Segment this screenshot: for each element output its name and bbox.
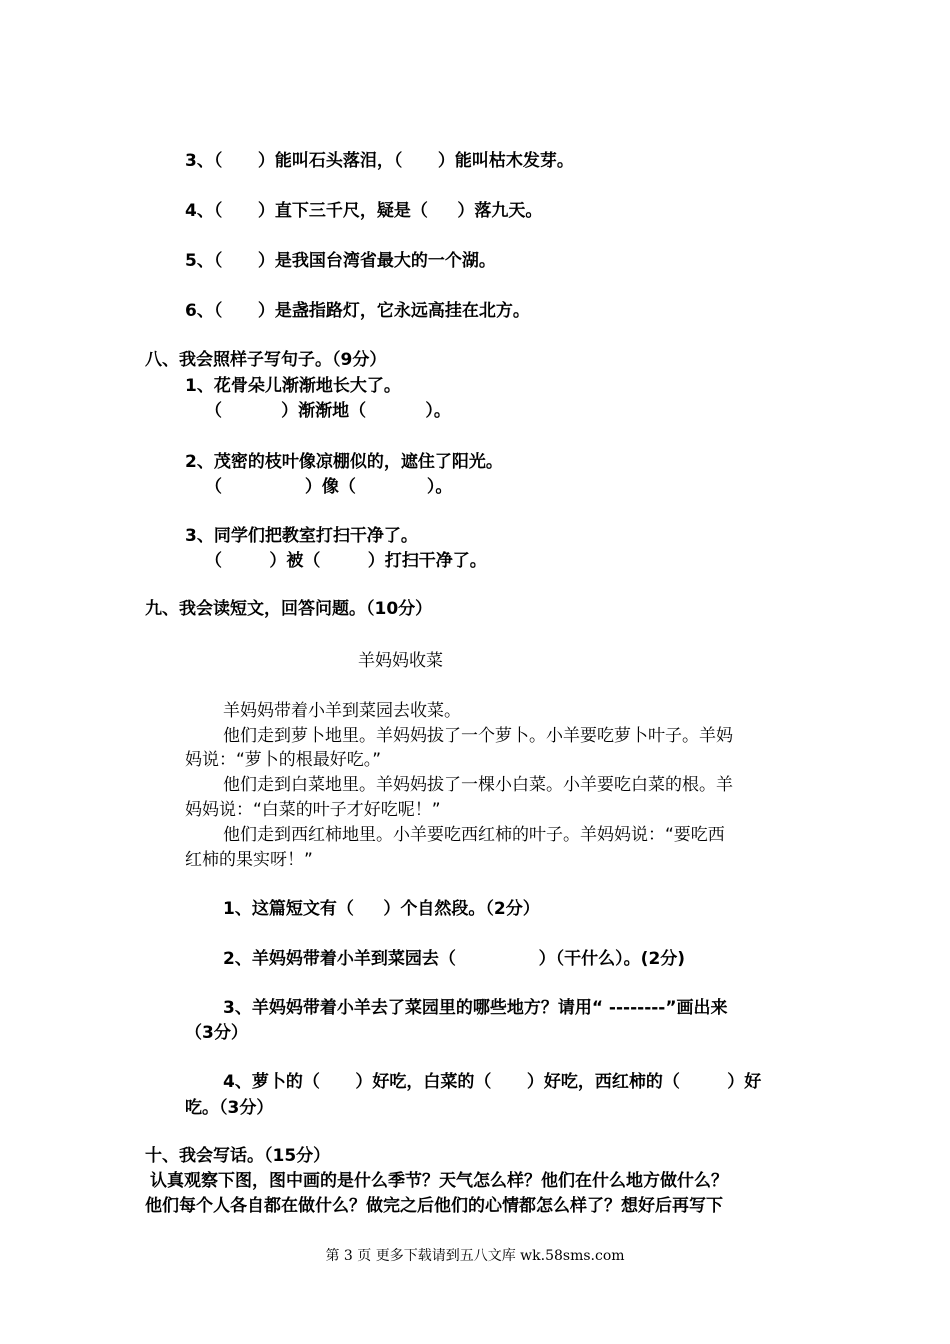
answer-blank-2: （ ）像（ ）。: [205, 477, 453, 497]
example-sentence-2: 2、茂密的枝叶像凉棚似的，遮住了阳光。: [185, 452, 503, 472]
example-sentence-1: 1、花骨朵儿渐渐地长大了。: [185, 376, 401, 396]
story-paragraph-1: 羊妈妈带着小羊到菜园去收菜。: [223, 701, 461, 721]
writing-prompt-line-2: 他们每个人各自都在做什么？做完之后他们的心情都怎么样了？想好后再写下: [145, 1196, 723, 1216]
story-paragraph-2-line-2: 妈说：“萝卜的根最好吃。”: [185, 750, 382, 770]
fill-question-5: 5、（ ）是我国台湾省最大的一个湖。: [185, 251, 496, 271]
reading-question-4-line-1: 4、萝卜的（ ）好吃，白菜的（ ）好吃，西红柿的（ ）好: [223, 1072, 762, 1092]
story-paragraph-4-line-1: 他们走到西红柿地里。小羊要吃西红柿的叶子。羊妈妈说：“要吃西: [223, 825, 725, 845]
fill-question-3: 3、（ ）能叫石头落泪，（ ）能叫枯木发芽。: [185, 151, 574, 171]
story-title: 羊妈妈收菜: [358, 651, 443, 671]
section-8-heading: 八、我会照样子写句子。（9分）: [145, 350, 387, 370]
page-footer: 第 3 页 更多下载请到五八文库 wk.58sms.com: [325, 1248, 625, 1264]
story-paragraph-2-line-1: 他们走到萝卜地里。羊妈妈拔了一个萝卜。小羊要吃萝卜叶子。羊妈: [223, 726, 733, 746]
section-10-heading: 十、我会写话。（15分）: [145, 1146, 331, 1166]
writing-prompt-line-1: 认真观察下图，图中画的是什么季节？天气怎么样？他们在什么地方做什么？: [150, 1171, 728, 1191]
fill-question-4: 4、（ ）直下三千尺，疑是（ ）落九天。: [185, 201, 543, 221]
section-9-heading: 九、我会读短文，回答问题。（10分）: [145, 599, 433, 619]
example-sentence-3: 3、同学们把教室打扫干净了。: [185, 526, 418, 546]
story-paragraph-3-line-1: 他们走到白菜地里。羊妈妈拔了一棵小白菜。小羊要吃白菜的根。羊: [223, 775, 733, 795]
story-paragraph-3-line-2: 妈妈说：“白菜的叶子才好吃呢！”: [185, 800, 441, 820]
reading-question-3-line-2: （3分）: [185, 1023, 248, 1043]
story-paragraph-4-line-2: 红柿的果实呀！”: [185, 850, 313, 870]
reading-question-1: 1、这篇短文有（ ）个自然段。（2分）: [223, 899, 540, 919]
fill-question-6: 6、（ ）是盏指路灯，它永远高挂在北方。: [185, 301, 530, 321]
reading-question-4-line-2: 吃。（3分）: [185, 1098, 274, 1118]
answer-blank-1: （ ）渐渐地（ ）。: [205, 401, 451, 421]
answer-blank-3: （ ）被（ ）打扫干净了。: [205, 551, 487, 571]
reading-question-3-line-1: 3、羊妈妈带着小羊去了菜园里的哪些地方？请用“ --------”画出来: [223, 998, 728, 1018]
reading-question-2: 2、羊妈妈带着小羊到菜园去（ ）（干什么）。(2分): [223, 949, 686, 969]
